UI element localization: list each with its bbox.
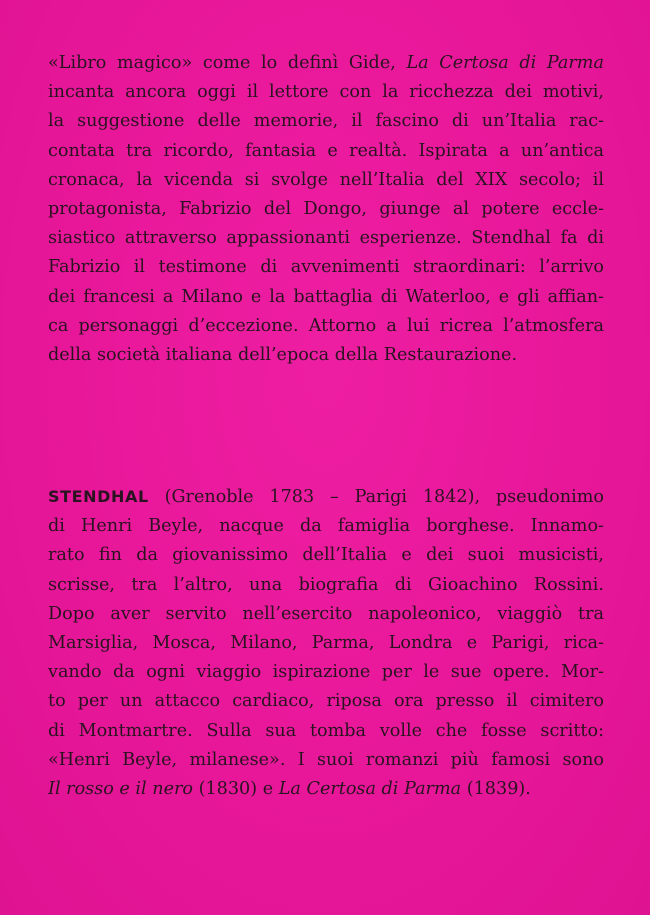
text-line: di Montmartre. Sulla sua tomba volle che fosse scritto:	[48, 720, 604, 741]
text-line: Il rosso e il nero (1830) e La Certosa di Parma (1839).	[48, 779, 531, 800]
text-line: «Libro magico» come lo definì Gide, La Certosa di Parma	[48, 53, 604, 73]
text-line: protagonista, Fabrizio del Dongo, giunge al potere eccle-	[48, 199, 604, 220]
text-line: Dopo aver servito nell’esercito napoleonico, viaggiò tra	[48, 603, 604, 624]
text-line: vando da ogni viaggio ispirazione per le sue opere. Mor-	[48, 662, 604, 683]
text-line: la suggestione delle memorie, il fascino di un’Italia rac-	[48, 111, 604, 132]
text-line: scrisse, tra l’altro, una biografia di Gioachino Rossini.	[48, 574, 604, 595]
italic-title: La Certosa di Parma	[278, 779, 462, 800]
author-name: STENDHAL	[48, 487, 149, 506]
text-line: siastico attraverso appassionanti esperienze. Stendhal fa di	[48, 228, 604, 249]
text-line: rato fin da giovanissimo dell’Italia e dei suoi musicisti,	[48, 545, 604, 566]
italic-title: La Certosa di Parma	[406, 53, 604, 73]
text-line: di Henri Beyle, nacque da famiglia borghese. Innamo-	[48, 516, 604, 537]
text-line: STENDHAL (Grenoble 1783 – Parigi 1842), pseudonimo	[48, 487, 604, 507]
text-line: contata tra ricordo, fantasia e realtà. Ispirata a un’antica	[48, 140, 604, 161]
italic-title: Il rosso e il nero	[48, 779, 194, 800]
text-line: cronaca, la vicenda si svolge nell’Italia del XIX secolo; il	[48, 169, 604, 190]
text-line: incanta ancora oggi il lettore con la ricchezza dei motivi,	[48, 82, 604, 103]
book-blurb-paragraph	[48, 49, 604, 370]
text-line: «Henri Beyle, milanese». I suoi romanzi più famosi sono	[48, 749, 604, 770]
text-line: ca personaggi d’eccezione. Attorno a lui ricrea l’atmosfera	[48, 315, 604, 336]
text-line: to per un attacco cardiaco, riposa ora presso il cimitero	[48, 691, 604, 712]
text-line: Marsiglia, Mosca, Milano, Parma, Londra e Parigi, rica-	[48, 633, 604, 654]
text-line: dei francesi a Milano e la battaglia di Waterloo, e gli affian-	[48, 286, 604, 307]
author-biography-paragraph	[48, 482, 604, 804]
text-line: Fabrizio il testimone di avvenimenti straordinari: l’arrivo	[48, 257, 604, 278]
text-line: della società italiana dell’epoca della Restaurazione.	[48, 345, 518, 366]
